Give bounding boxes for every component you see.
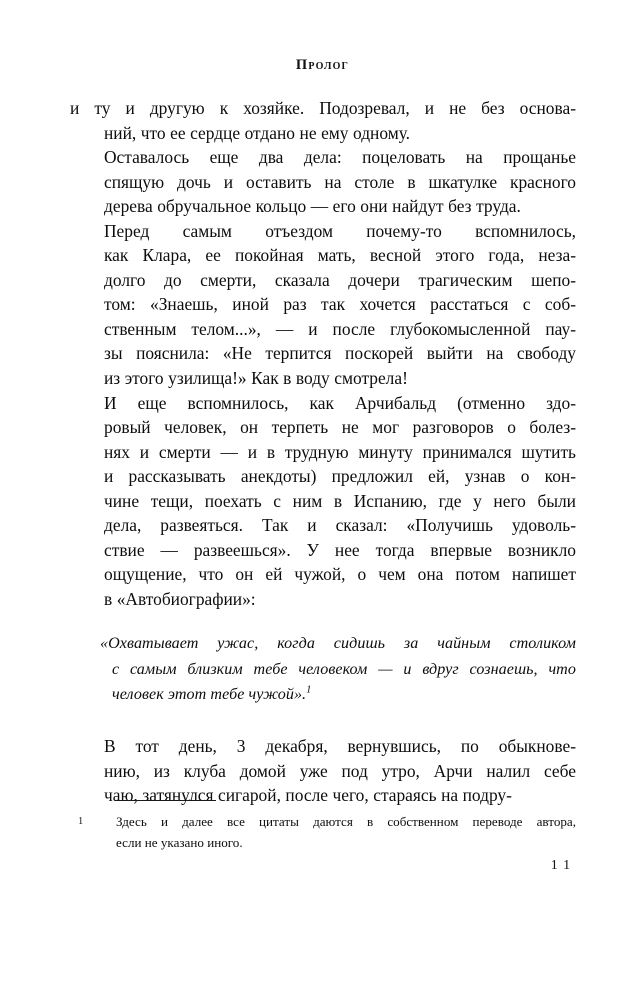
text-line: чаю, затянулся сигарой, после чего, стараясь на подру- (104, 785, 512, 806)
footnote-text (116, 812, 576, 853)
text-block (70, 96, 576, 808)
block-quote (70, 631, 576, 708)
footnote-line: Здесь и далее все цитаты даются в собственном переводе автора, (116, 814, 576, 829)
paragraph (70, 391, 576, 612)
paragraph (70, 145, 576, 219)
text-line: ровый человек, он терпеть не мог разговоров о болез- (104, 417, 576, 438)
text-line: ствие — развеешься». У нее тогда впервые возникло (104, 539, 576, 560)
quote-line-text: человек этот тебе чужой». (112, 686, 307, 704)
text-line: в «Автобиографии»: (104, 588, 256, 609)
page-number: 11 (550, 858, 576, 873)
footnote-reference[interactable]: 1 (306, 685, 312, 697)
text-line: зы пояснила: «Не терпится поскорей выйти на свободу (104, 343, 576, 364)
text-line: и рассказывать анекдоты) предложил ей, узнав о кон- (104, 466, 576, 487)
text-line: В тот день, 3 декабря, вернувшись, по обыкнове- (104, 735, 576, 756)
text-line: Перед самым отъездом почему-то вспомнилось, (104, 220, 576, 241)
quote-line: с самым близким тебе человеком — и вдруг сознаешь, что (112, 660, 576, 678)
paragraph (70, 96, 576, 145)
footnote-marker: 1 (78, 816, 84, 827)
text-line: дерева обручальное кольцо — его они найдут без труда. (104, 196, 521, 217)
text-line: долго до смерти, сказала дочери трагическим шепо- (104, 269, 576, 290)
text-line: Оставалось еще два дела: поцеловать на прощанье (104, 147, 576, 168)
text-line: том: «Знаешь, иной раз так хочется расстаться с соб- (104, 294, 576, 315)
text-line: дела, развеяться. Так и сказал: «Получишь удоволь- (104, 515, 576, 536)
quote-line (70, 682, 576, 708)
footnote-area (70, 800, 576, 853)
text-line: как Клара, ее покойная мать, весной этого года, неза- (104, 245, 576, 266)
text-line: нию, из клуба домой уже под утро, Арчи налил себе (104, 760, 576, 781)
footnote (70, 812, 576, 853)
text-line: из этого узилища!» Как в воду смотрела! (104, 368, 408, 389)
footnote-separator-rule (116, 800, 216, 801)
spacer (70, 708, 576, 734)
spacer (70, 611, 576, 631)
text-line: чине тещи, поехать с ним в Испанию, где у него были (104, 490, 576, 511)
text-line: ний, что ее сердце отдано не ему одному. (104, 122, 411, 143)
paragraph (70, 219, 576, 391)
text-line: спящую дочь и оставить на столе в шкатулке красного (104, 171, 576, 192)
running-head: Пролог (295, 57, 350, 73)
quote-line: «Охватывает ужас, когда сидишь за чайным столиком (100, 635, 576, 653)
text-line: нях и смерти — и в трудную минуту принимался шутить (104, 441, 576, 462)
text-line: и ту и другую к хозяйке. Подозревал, и не без основа- (70, 98, 576, 118)
text-line: ственным телом...», — и после глубокомысленной пау- (104, 318, 576, 339)
footnote-line: если не указано иного. (116, 834, 243, 850)
text-line: ощущение, что он ей чужой, о чем она потом напишет (104, 564, 576, 585)
paragraph (70, 734, 576, 808)
text-line: И еще вспомнилось, как Арчибальд (отменно здо- (104, 392, 576, 413)
